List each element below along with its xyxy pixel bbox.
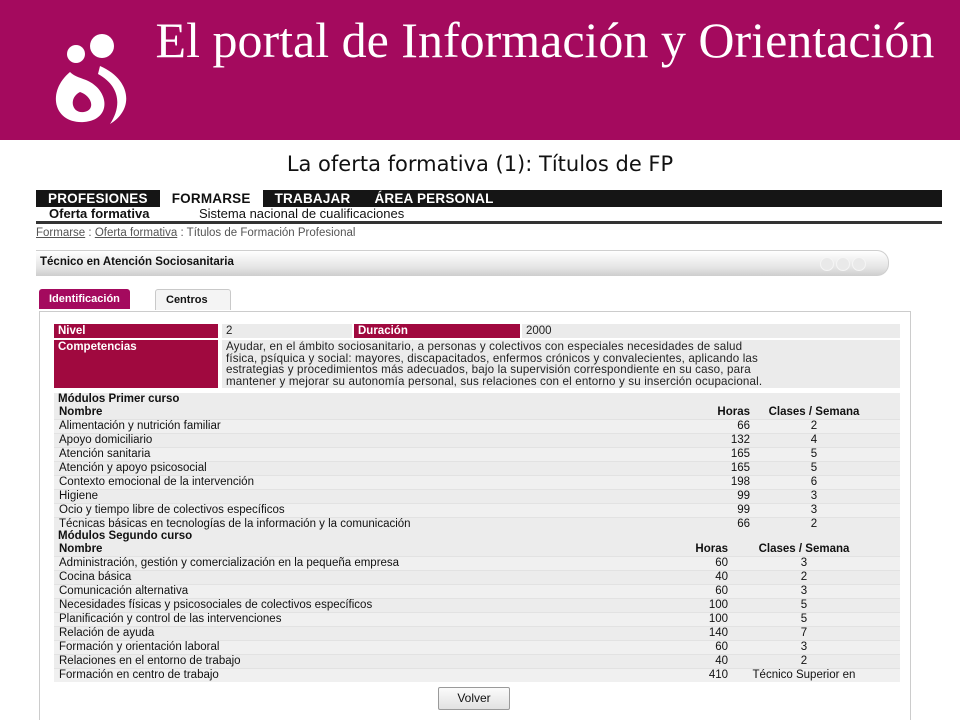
- module-hours: 100: [708, 613, 728, 625]
- module-classes-per-week: 3: [800, 641, 808, 653]
- submenu-item-oferta-formativa[interactable]: Oferta formativa: [49, 206, 150, 221]
- module-classes-per-week: 5: [800, 599, 808, 611]
- duracion-label: Duración: [354, 324, 520, 338]
- module-name: Ocio y tiempo libre de colectivos específicos: [59, 504, 285, 516]
- module-hours: 60: [715, 557, 728, 569]
- modules-first-title: Módulos Primer curso: [58, 393, 180, 405]
- nivel-value: 2: [222, 324, 352, 338]
- module-classes-per-week: 6: [810, 476, 818, 488]
- module-hours: 410: [708, 669, 728, 681]
- module-classes-per-week: 3: [810, 490, 818, 502]
- module-name: Formación en centro de trabajo: [59, 669, 219, 681]
- breadcrumb-separator: :: [180, 227, 184, 239]
- table-row: [54, 654, 900, 668]
- module-name: Necesidades físicas y psicosociales de colectivos específicos: [59, 599, 373, 611]
- table-header: [54, 406, 900, 419]
- breadcrumb-link-oferta[interactable]: Oferta formativa: [94, 227, 178, 239]
- table-row: [54, 612, 900, 626]
- browser-screenshot: [36, 190, 942, 720]
- header-nombre: Nombre: [59, 543, 103, 555]
- module-hours: 60: [715, 641, 728, 653]
- module-name: Cocina básica: [59, 571, 132, 583]
- module-hours: 132: [730, 434, 750, 446]
- header-clases-semana: Clases / Semana: [768, 406, 860, 418]
- table-row: [54, 556, 900, 570]
- module-hours: 40: [715, 655, 728, 667]
- menu-item-formarse[interactable]: FORMARSE: [160, 190, 263, 207]
- modules-second-rows: [54, 556, 900, 682]
- table-row: [54, 433, 900, 447]
- menu-item-trabajar[interactable]: TRABAJAR: [274, 191, 351, 206]
- nivel-label: Nivel: [54, 324, 218, 338]
- modules-first-rows: [54, 419, 900, 531]
- module-hours: 66: [737, 420, 750, 432]
- decorative-dot-icon: [852, 257, 866, 271]
- volver-button[interactable]: Volver: [438, 687, 510, 710]
- module-hours: 140: [708, 627, 728, 639]
- competencias-label: Competencias: [54, 340, 218, 388]
- slide-header: [0, 0, 960, 140]
- modules-first-year: [54, 393, 900, 531]
- page-title-bar: [36, 250, 889, 276]
- table-row: [54, 640, 900, 654]
- module-hours: 99: [737, 504, 750, 516]
- table-row: [54, 503, 900, 517]
- table-row: [54, 598, 900, 612]
- module-hours: 165: [730, 462, 750, 474]
- table-row: [54, 626, 900, 640]
- module-name: Administración, gestión y comercialización en la pequeña empresa: [59, 557, 400, 569]
- module-classes-per-week: 2: [810, 518, 818, 530]
- module-name: Alimentación y nutrición familiar: [59, 420, 221, 432]
- breadcrumb-separator: :: [88, 227, 92, 239]
- module-classes-per-week: 5: [810, 448, 818, 460]
- module-hours: 100: [708, 599, 728, 611]
- duracion-value: 2000: [522, 324, 900, 338]
- module-name: Planificación y control de las intervenciones: [59, 613, 282, 625]
- table-row: [54, 584, 900, 598]
- header-clases-semana: Clases / Semana: [758, 543, 850, 555]
- modules-second-year: [54, 530, 900, 682]
- tab-identificacion[interactable]: Identificación: [39, 289, 130, 309]
- module-hours: 60: [715, 585, 728, 597]
- modules-second-title: Módulos Segundo curso: [58, 530, 193, 542]
- module-classes-per-week: 5: [810, 462, 818, 474]
- module-name: Atención y apoyo psicosocial: [59, 462, 207, 474]
- main-menu: [36, 190, 942, 207]
- header-horas: Horas: [717, 406, 750, 418]
- module-name: Comunicación alternativa: [59, 585, 189, 597]
- module-classes-per-week: 2: [800, 655, 808, 667]
- module-name: Formación y orientación laboral: [59, 641, 220, 653]
- module-classes-per-week: 3: [810, 504, 818, 516]
- module-name: Relaciones en el entorno de trabajo: [59, 655, 241, 667]
- table-header: [54, 543, 900, 556]
- table-row: [54, 447, 900, 461]
- competencias-line: Ayudar, en el ámbito sociosanitario, a personas y colectivos con especiales necesidades de salud: [226, 340, 743, 353]
- competencias-line: mantener y mejorar su autonomía personal, sus relaciones con el entorno y su inserción ocupacional.: [226, 374, 763, 388]
- competencias-value: [222, 340, 900, 388]
- module-classes-per-week: 7: [800, 627, 808, 639]
- module-classes-per-week: 5: [800, 613, 808, 625]
- breadcrumb: [36, 227, 355, 239]
- header-nombre: Nombre: [59, 406, 103, 418]
- module-name: Técnicas básicas en tecnologías de la información y la comunicación: [59, 518, 411, 530]
- table-row: [54, 570, 900, 584]
- table-row: [54, 668, 900, 682]
- module-name: Higiene: [59, 490, 98, 502]
- module-name: Apoyo domiciliario: [59, 434, 153, 446]
- decorative-dot-icon: [820, 257, 834, 271]
- sub-menu: [36, 207, 942, 224]
- menu-item-area-personal[interactable]: ÁREA PERSONAL: [374, 191, 494, 206]
- tab-panel: [39, 311, 911, 720]
- module-classes-per-week: Técnico Superior en: [752, 669, 856, 681]
- breadcrumb-link-formarse[interactable]: Formarse: [36, 227, 86, 239]
- module-name: Atención sanitaria: [59, 448, 151, 460]
- table-row: [54, 461, 900, 475]
- menu-item-profesiones[interactable]: PROFESIONES: [48, 191, 148, 206]
- header-horas: Horas: [695, 543, 728, 555]
- breadcrumb-current: Títulos de Formación Profesional: [186, 227, 356, 239]
- module-hours: 40: [715, 571, 728, 583]
- submenu-item-sistema-nacional[interactable]: Sistema nacional de cualificaciones: [199, 206, 405, 221]
- tab-centros-asociados[interactable]: Centros: [155, 289, 231, 310]
- module-hours: 165: [730, 448, 750, 460]
- module-classes-per-week: 4: [810, 434, 818, 446]
- module-hours: 99: [737, 490, 750, 502]
- module-classes-per-week: 3: [800, 585, 808, 597]
- module-hours: 198: [730, 476, 750, 488]
- table-row: [54, 517, 900, 531]
- module-hours: 66: [737, 518, 750, 530]
- page-title: Técnico en Atención Sociosanitaria: [40, 256, 234, 268]
- competencias-line: estrategias y procedimientos más adecuados, bajo la supervisión correspondiente en su caso, para: [226, 363, 751, 376]
- competencias-line: física, psíquica y social: mayores, discapacitados, enfermos crónicos y convalecientes, aplicando las: [226, 351, 758, 365]
- module-classes-per-week: 2: [800, 571, 808, 583]
- table-row: [54, 419, 900, 433]
- module-classes-per-week: 3: [800, 557, 808, 569]
- table-row: [54, 475, 900, 489]
- logo-icon: [40, 32, 140, 132]
- decorative-dot-icon: [836, 257, 850, 271]
- slide-subtitle: La oferta formativa (1): Títulos de FP: [286, 152, 674, 176]
- module-name: Relación de ayuda: [59, 627, 155, 639]
- table-row: [54, 489, 900, 503]
- module-name: Contexto emocional de la intervención: [59, 476, 254, 488]
- module-classes-per-week: 2: [810, 420, 818, 432]
- slide-title: El portal de Información y Orientación: [155, 12, 935, 68]
